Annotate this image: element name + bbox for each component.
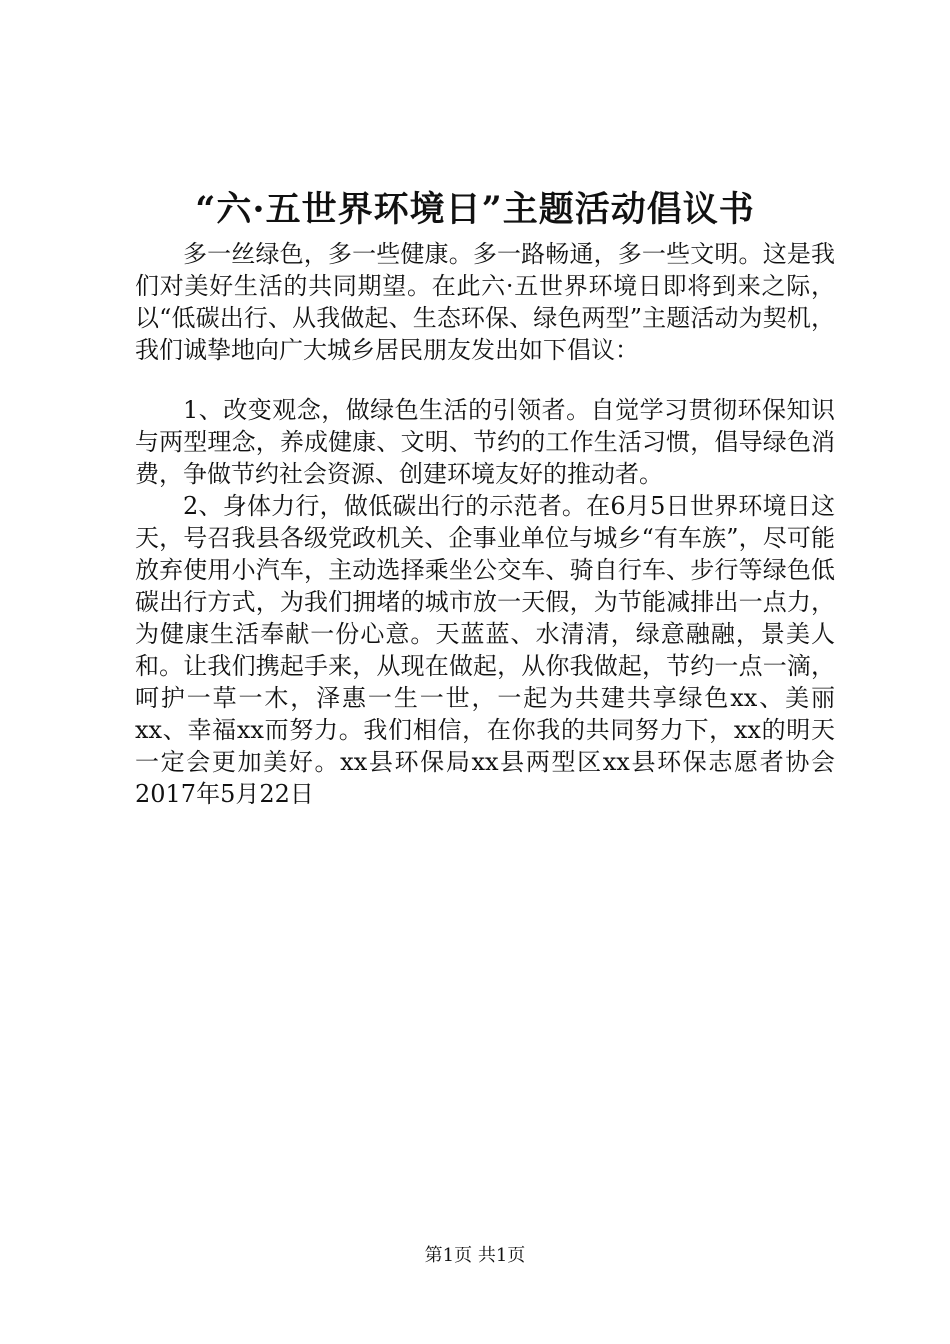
intro-section xyxy=(135,238,835,366)
proposal-item-1: 1、改变观念，做绿色生活的引领者。自觉学习贯彻环保知识与两型理念，养成健康、文明、节约的工作生活习惯，倡导绿色消费，争做节约社会资源、创建环境友好的推动者。 xyxy=(135,396,835,488)
proposal-list xyxy=(135,394,835,810)
page-footer: 第1页 共1页 xyxy=(424,1245,526,1266)
intro-paragraph: 多一丝绿色，多一些健康。多一路畅通，多一些文明。这是我们对美好生活的共同期望。在此六·五世界环境日即将到来之际，以“低碳出行、从我做起、生态环保、绿色两型”主题活动为契机，我们诚挚地向广大城乡居民朋友发出如下倡议： xyxy=(135,240,835,364)
proposal-item-2: 2、身体力行，做低碳出行的示范者。在6月5日世界环境日这天，号召我县各级党政机关、企事业单位与城乡“有车族”，尽可能放弃使用小汽车，主动选择乘坐公交车、骑自行车、步行等绿色低碳出行方式，为我们拥堵的城市放一天假，为节能减排出一点力，为健康生活奉献一份心意。天蓝蓝、水清清，绿意融融，景美人和。让我们携起手来，从现在做起，从你我做起，节约一点一滴，呵护一草一木，泽惠一生一世，一起为共建共享绿色xx、美丽xx、幸福xx而努力。我们相信，在你我的共同努力下，xx的明天一定会更加美好。xx县环保局xx县两型区xx县环保志愿者协会2017年5月22日 xyxy=(135,492,835,808)
document-title: “六·五世界环境日”主题活动倡议书 xyxy=(195,189,755,230)
